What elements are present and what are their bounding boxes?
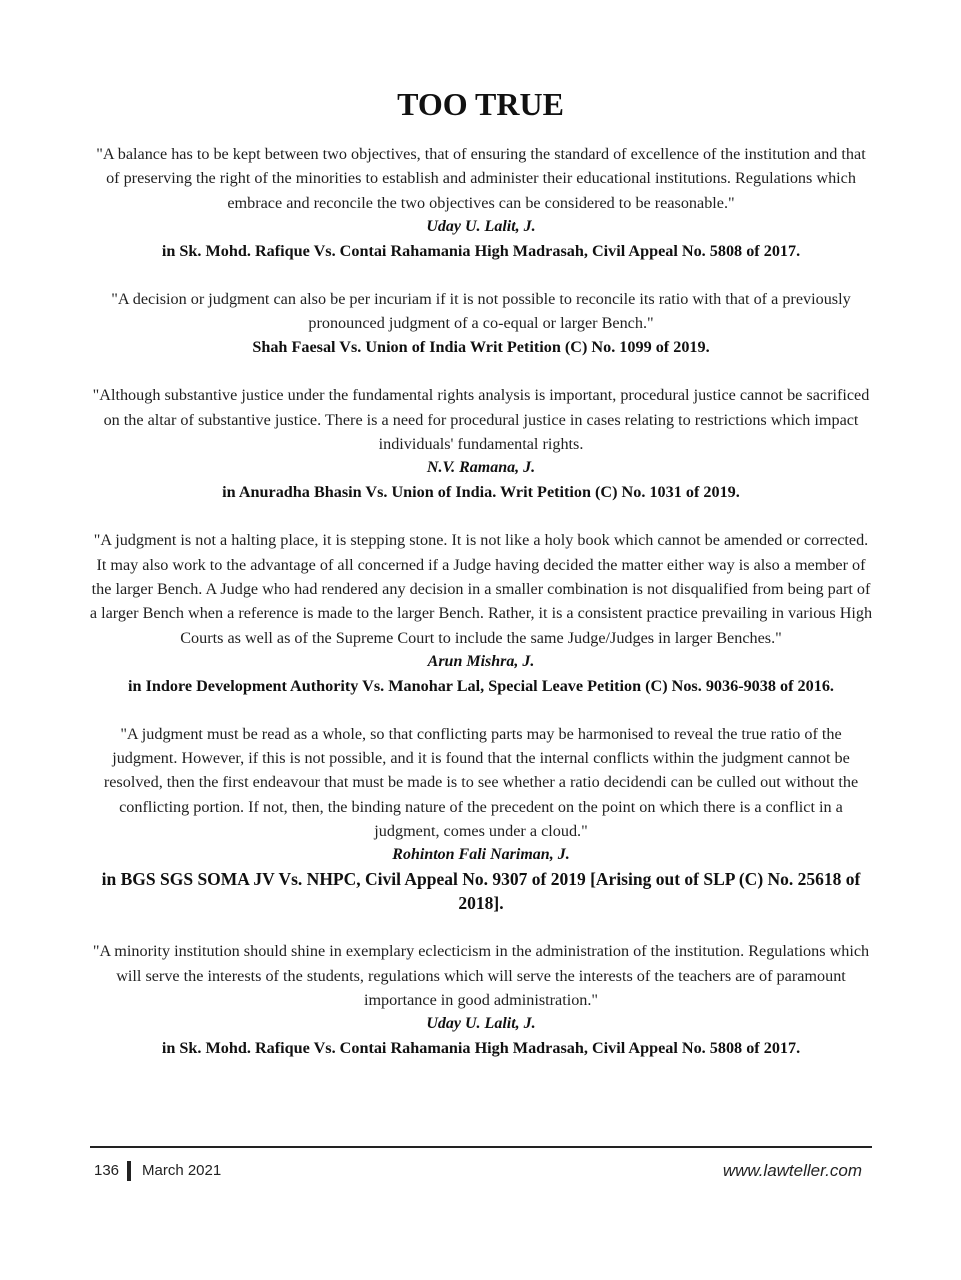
judge-name: Rohinton Fali Nariman, J. (392, 846, 570, 864)
quote-text: "A minority institution should shine in exemplary eclecticism in the administration of the institution. Regulations which will serve the interests of the students, regulations which will serve the interests of the teachers are of paramount importance in good administration." (92, 942, 870, 1009)
judge-name: Arun Mishra, J. (427, 652, 535, 670)
issue-date: March 2021 (142, 1162, 222, 1179)
case-citation: in Sk. Mohd. Rafique Vs. Contai Rahamania High Madrasah, Civil Appeal No. 5808 of 2017. (161, 241, 801, 260)
quote-text: "Although substantive justice under the fundamental rights analysis is important, procedural justice cannot be sacrificed on the altar of substantive justice. There is a need for procedural justice in cases relating to restrictions which impact individuals' fundamental rights. (92, 386, 870, 454)
quote-text: "A decision or judgment can also be per incuriam if it is not possible to reconcile its ratio with that of a previously pronounced judgment of a co-equal or larger Bench." (111, 289, 851, 333)
case-citation: in Anuradha Bhasin Vs. Union of India. Writ Petition (C) No. 1031 of 2019. (222, 483, 740, 502)
quote-entry (88, 939, 874, 1060)
footer-divider (90, 1146, 872, 1148)
judge-name: Uday U. Lalit, J. (426, 1015, 536, 1033)
quote-text: "A balance has to be kept between two objectives, that of ensuring the standard of excellence of the institution and that of preserving the right of the minorities to establish and administer their educational institutions. Regulations which embrace and reconcile the two objectives can be considered to be reasonable." (96, 145, 866, 212)
quote-text: "A judgment must be read as a whole, so that conflicting parts may be harmonised to reveal the true ratio of the judgment. However, if this is not possible, and it is found that the internal conflicts within the judgment cannot be resolved, then the first endeavour that must be made is to see whether a ratio decidendi can be culled out without the conflicting portion. If not, then, the binding nature of the precedent on the point on which there is a conflict in a judgment, comes under a cloud." (103, 724, 859, 841)
quotes-list (88, 142, 874, 1084)
quote-entry (88, 142, 874, 263)
judge-name: N.V. Ramana, J. (426, 459, 536, 477)
page-title: TOO TRUE (397, 86, 564, 122)
case-citation: Shah Faesal Vs. Union of India Writ Petition (C) No. 1099 of 2019. (252, 338, 710, 357)
page-number: 136 (94, 1162, 120, 1179)
case-citation: in Sk. Mohd. Rafique Vs. Contai Rahamania High Madrasah, Civil Appeal No. 5808 of 2017. (161, 1039, 801, 1058)
case-citation: in Indore Development Authority Vs. Manohar Lal, Special Leave Petition (C) Nos. 9036-9038 of 2016. (128, 676, 834, 695)
quote-entry (88, 383, 874, 504)
footer-separator (127, 1161, 131, 1181)
page-footer (90, 1160, 862, 1184)
judge-name: Uday U. Lalit, J. (426, 217, 536, 235)
quote-entry (88, 287, 874, 360)
website-url: www.lawteller.com (722, 1161, 862, 1180)
quote-text: "A judgment is not a halting place, it is stepping stone. It is not like a holy book which cannot be amended or corrected. It may also work to the advantage of all concerned if a Judge having decided the matter either way is also a member of the larger Bench. A Judge who had rendered any decision in a smaller combination is not disqualified from being part of a larger Bench when a reference is made to the larger Bench. Rather, it is a consistent practice prevailing in various High Courts as well as of the Supreme Court to include the same Judge/Judges in larger Benches." (89, 531, 873, 647)
quote-entry (88, 722, 874, 915)
quote-entry (88, 528, 874, 697)
case-citation: in BGS SGS SOMA JV Vs. NHPC, Civil Appeal No. 9307 of 2019 [Arising out of SLP (C) No. 25618 of 2018]. (101, 869, 861, 914)
